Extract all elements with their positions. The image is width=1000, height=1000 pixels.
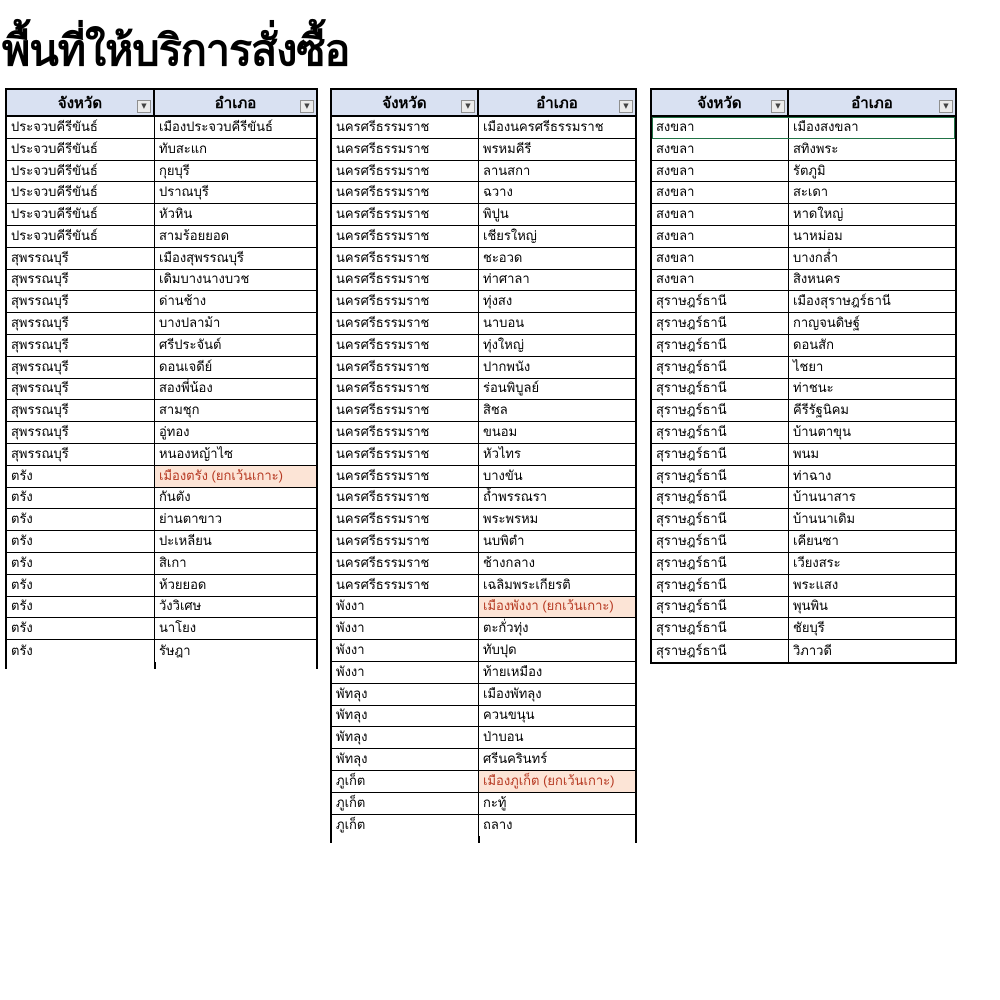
table-row bbox=[7, 182, 316, 204]
district-filter-button[interactable] bbox=[300, 100, 314, 113]
province-header-label: จังหวัด bbox=[382, 94, 427, 112]
province-cell[interactable]: นครศรีธรรมราช bbox=[332, 117, 479, 138]
province-cell[interactable]: สุราษฎร์ธานี bbox=[652, 597, 789, 618]
service-area-table-left bbox=[5, 88, 318, 662]
table-row bbox=[332, 793, 635, 815]
district-cell[interactable]: เฉลิมพระเกียรติ bbox=[483, 576, 571, 592]
district-cell[interactable]: สิงหนคร bbox=[793, 271, 841, 287]
table-row bbox=[332, 662, 635, 684]
province-cell[interactable]: สุพรรณบุรี bbox=[7, 291, 155, 312]
table-row bbox=[332, 422, 635, 444]
table-row bbox=[652, 161, 955, 183]
province-cell[interactable]: ตรัง bbox=[7, 575, 155, 596]
province-cell[interactable]: นครศรีธรรมราช bbox=[332, 335, 479, 356]
table-body bbox=[652, 117, 955, 662]
district-cell[interactable]: ปะเหลียน bbox=[159, 533, 212, 549]
province-cell[interactable]: สุพรรณบุรี bbox=[7, 444, 155, 465]
table-row bbox=[332, 488, 635, 510]
district-cell[interactable]: นาโยง bbox=[159, 620, 197, 636]
table-row bbox=[332, 379, 635, 401]
table-row bbox=[7, 531, 316, 553]
district-cell[interactable]: บ้านนาสาร bbox=[793, 489, 856, 505]
province-cell[interactable]: สงขลา bbox=[652, 117, 789, 138]
filter-dropdown-icon: ▼ bbox=[775, 102, 781, 110]
district-cell[interactable]: ปราณบุรี bbox=[159, 184, 209, 200]
table-row bbox=[332, 270, 635, 292]
table-row bbox=[652, 291, 955, 313]
district-header-cell[interactable] bbox=[479, 90, 635, 115]
service-area-table-right bbox=[650, 88, 957, 664]
province-cell[interactable]: สุราษฎร์ธานี bbox=[652, 335, 789, 356]
district-cell[interactable]: บางปลาม้า bbox=[159, 315, 221, 331]
district-header-label: อำเภอ bbox=[214, 94, 257, 112]
province-cell[interactable]: นครศรีธรรมราช bbox=[332, 139, 479, 160]
district-cell[interactable]: พระพรหม bbox=[483, 511, 539, 527]
page-title: พื้นที่ให้บริการสั่งซื้อ bbox=[2, 28, 350, 75]
province-cell[interactable]: สงขลา bbox=[652, 161, 789, 182]
table-row bbox=[332, 444, 635, 466]
table-row bbox=[332, 706, 635, 728]
table-row bbox=[652, 313, 955, 335]
district-cell[interactable]: เมืองสงขลา bbox=[793, 118, 859, 134]
district-cell[interactable]: เมืองสุราษฎร์ธานี bbox=[793, 293, 891, 309]
province-cell[interactable]: ประจวบคีรีขันธ์ bbox=[7, 204, 155, 225]
province-cell[interactable]: นครศรีธรรมราช bbox=[332, 226, 479, 247]
province-cell[interactable]: สุราษฎร์ธานี bbox=[652, 444, 789, 465]
district-cell[interactable]: พุนพิน bbox=[793, 598, 828, 614]
table-row bbox=[7, 291, 316, 313]
province-cell[interactable]: สุราษฎร์ธานี bbox=[652, 379, 789, 400]
province-cell[interactable]: ประจวบคีรีขันธ์ bbox=[7, 139, 155, 160]
district-cell[interactable]: ควนขนุน bbox=[483, 707, 535, 723]
table-row bbox=[7, 488, 316, 510]
province-cell[interactable]: นครศรีธรรมราช bbox=[332, 291, 479, 312]
table-row bbox=[332, 400, 635, 422]
district-cell[interactable]: ถลาง bbox=[483, 816, 513, 832]
district-cell[interactable]: ป่าบอน bbox=[483, 729, 524, 745]
table-row bbox=[332, 684, 635, 706]
province-cell[interactable]: สุราษฎร์ธานี bbox=[652, 575, 789, 596]
district-header-cell[interactable] bbox=[155, 90, 316, 115]
district-cell[interactable]: สองพี่น้อง bbox=[159, 380, 213, 396]
province-cell[interactable]: สุราษฎร์ธานี bbox=[652, 640, 789, 662]
province-cell[interactable]: นครศรีธรรมราช bbox=[332, 575, 479, 596]
district-cell[interactable]: ห้วยยอด bbox=[159, 576, 207, 592]
province-cell[interactable]: สงขลา bbox=[652, 270, 789, 291]
district-cell[interactable]: นาหม่อม bbox=[793, 227, 843, 243]
district-cell[interactable]: บางขัน bbox=[483, 467, 523, 483]
province-cell[interactable]: พัทลุง bbox=[332, 727, 479, 748]
district-cell[interactable]: รัษฎา bbox=[159, 642, 191, 658]
province-header-cell[interactable] bbox=[652, 90, 789, 115]
table-row bbox=[652, 357, 955, 379]
district-header-label: อำเภอ bbox=[851, 94, 893, 112]
district-cell[interactable]: ท้ายเหมือง bbox=[483, 663, 543, 679]
district-cell[interactable]: บ้านนาเดิม bbox=[793, 511, 856, 527]
table-row bbox=[332, 466, 635, 488]
filter-dropdown-icon: ▼ bbox=[304, 102, 310, 110]
province-cell[interactable]: สุพรรณบุรี bbox=[7, 357, 155, 378]
table-row bbox=[332, 509, 635, 531]
province-cell[interactable]: นครศรีธรรมราช bbox=[332, 553, 479, 574]
province-cell[interactable]: นครศรีธรรมราช bbox=[332, 248, 479, 269]
filter-dropdown-icon: ▼ bbox=[141, 102, 147, 110]
province-cell[interactable]: สุพรรณบุรี bbox=[7, 422, 155, 443]
table-row bbox=[652, 597, 955, 619]
province-cell[interactable]: นครศรีธรรมราช bbox=[332, 444, 479, 465]
district-cell[interactable]: นบพิตำ bbox=[483, 533, 525, 549]
province-cell[interactable]: นครศรีธรรมราช bbox=[332, 357, 479, 378]
district-cell[interactable]: หาดใหญ่ bbox=[793, 206, 844, 222]
district-cell[interactable]: หัวหิน bbox=[159, 206, 193, 222]
district-cell[interactable]: ถ้ำพรรณรา bbox=[483, 489, 548, 505]
province-cell[interactable]: พังงา bbox=[332, 597, 479, 618]
district-cell[interactable]: วิภาวดี bbox=[793, 642, 832, 658]
table-row bbox=[652, 400, 955, 422]
filter-dropdown-icon: ▼ bbox=[943, 102, 949, 110]
province-cell[interactable]: ภูเก็ต bbox=[332, 793, 479, 814]
table-row bbox=[652, 575, 955, 597]
district-cell[interactable]: ศรีนครินทร์ bbox=[483, 751, 548, 767]
district-cell[interactable]: นาบอน bbox=[483, 315, 525, 331]
province-cell[interactable]: นครศรีธรรมราช bbox=[332, 204, 479, 225]
table-row bbox=[7, 444, 316, 466]
province-cell[interactable]: พัทลุง bbox=[332, 684, 479, 705]
province-cell[interactable]: สงขลา bbox=[652, 248, 789, 269]
province-cell[interactable]: นครศรีธรรมราช bbox=[332, 466, 479, 487]
table-row bbox=[7, 400, 316, 422]
province-cell[interactable]: สุราษฎร์ธานี bbox=[652, 531, 789, 552]
province-cell[interactable]: พังงา bbox=[332, 640, 479, 661]
district-cell[interactable]: เมืองพังงา (ยกเว้นเกาะ) bbox=[479, 597, 635, 618]
district-cell[interactable]: ช้างกลาง bbox=[483, 554, 535, 570]
table-row bbox=[7, 357, 316, 379]
district-cell[interactable]: ท่าชนะ bbox=[793, 380, 834, 396]
province-cell[interactable]: สุราษฎร์ธานี bbox=[652, 488, 789, 509]
province-filter-button[interactable] bbox=[137, 100, 151, 113]
district-cell[interactable]: สามร้อยยอด bbox=[159, 227, 230, 243]
province-header-cell[interactable] bbox=[7, 90, 155, 115]
service-area-table-middle bbox=[330, 88, 637, 836]
table-row bbox=[652, 226, 955, 248]
district-cell[interactable]: ฉวาง bbox=[483, 184, 513, 200]
table-row bbox=[652, 618, 955, 640]
province-header-label: จังหวัด bbox=[697, 94, 742, 112]
district-cell[interactable]: ทับสะแก bbox=[159, 140, 207, 156]
table-header-row bbox=[332, 90, 635, 117]
district-cell[interactable]: หัวไทร bbox=[483, 445, 521, 461]
district-cell[interactable]: ด่านช้าง bbox=[159, 293, 207, 309]
district-cell[interactable]: รัตภูมิ bbox=[793, 162, 826, 178]
district-cell[interactable]: เวียงสระ bbox=[793, 554, 841, 570]
district-cell[interactable]: ทับปุด bbox=[483, 642, 517, 658]
district-cell[interactable]: หนองหญ้าไซ bbox=[159, 445, 233, 461]
table-row bbox=[7, 270, 316, 292]
district-cell[interactable]: กาญจนดิษฐ์ bbox=[793, 315, 860, 331]
district-cell[interactable]: บางกล่ำ bbox=[793, 249, 839, 265]
province-cell[interactable]: นครศรีธรรมราช bbox=[332, 379, 479, 400]
province-cell[interactable]: นครศรีธรรมราช bbox=[332, 313, 479, 334]
province-cell[interactable]: สงขลา bbox=[652, 226, 789, 247]
province-cell[interactable]: นครศรีธรรมราช bbox=[332, 270, 479, 291]
district-cell[interactable]: ร่อนพิบูลย์ bbox=[483, 380, 540, 396]
province-cell[interactable]: สุพรรณบุรี bbox=[7, 400, 155, 421]
province-cell[interactable]: สุพรรณบุรี bbox=[7, 379, 155, 400]
province-cell[interactable]: ประจวบคีรีขันธ์ bbox=[7, 117, 155, 138]
district-cell[interactable]: กะทู้ bbox=[483, 794, 507, 810]
district-cell[interactable]: อู่ทอง bbox=[159, 424, 190, 440]
table-row bbox=[332, 618, 635, 640]
border-stub bbox=[330, 836, 332, 843]
table-body bbox=[7, 117, 316, 662]
table-row bbox=[332, 553, 635, 575]
district-cell[interactable]: ดอนสัก bbox=[793, 336, 834, 352]
table-row bbox=[332, 313, 635, 335]
table-row bbox=[652, 509, 955, 531]
table-row bbox=[332, 815, 635, 837]
table-row bbox=[7, 139, 316, 161]
table-row bbox=[652, 270, 955, 292]
province-filter-button[interactable] bbox=[461, 100, 475, 113]
district-cell[interactable]: ศรีประจันต์ bbox=[159, 336, 222, 352]
table-row bbox=[332, 597, 635, 619]
table-row bbox=[652, 444, 955, 466]
district-cell[interactable]: พิปูน bbox=[483, 206, 509, 222]
table-row bbox=[332, 531, 635, 553]
province-cell[interactable]: สุพรรณบุรี bbox=[7, 270, 155, 291]
province-cell[interactable]: สุราษฎร์ธานี bbox=[652, 313, 789, 334]
table-row bbox=[652, 466, 955, 488]
district-cell[interactable]: เมืองสุพรรณบุรี bbox=[159, 249, 244, 265]
table-row bbox=[652, 117, 955, 139]
district-cell[interactable]: ขนอม bbox=[483, 424, 518, 440]
province-filter-button[interactable] bbox=[771, 100, 785, 113]
table-row bbox=[332, 335, 635, 357]
province-cell[interactable]: นครศรีธรรมราช bbox=[332, 400, 479, 421]
province-cell[interactable]: ภูเก็ต bbox=[332, 815, 479, 837]
province-cell[interactable]: สุราษฎร์ธานี bbox=[652, 291, 789, 312]
table-row bbox=[7, 117, 316, 139]
filter-dropdown-icon: ▼ bbox=[623, 102, 629, 110]
district-cell[interactable]: ชัยบุรี bbox=[793, 620, 825, 636]
district-cell[interactable]: เมืองประจวบคีรีขันธ์ bbox=[159, 118, 273, 134]
table-row bbox=[652, 553, 955, 575]
border-stub bbox=[5, 662, 7, 669]
table-row bbox=[652, 640, 955, 662]
table-row bbox=[7, 248, 316, 270]
table-row bbox=[332, 357, 635, 379]
province-cell[interactable]: ตรัง bbox=[7, 618, 155, 639]
province-cell[interactable]: สุพรรณบุรี bbox=[7, 313, 155, 334]
district-cell[interactable]: เชียรใหญ่ bbox=[483, 227, 537, 243]
district-cell[interactable]: ย่านตาขาว bbox=[159, 511, 223, 527]
table-row bbox=[332, 575, 635, 597]
table-row bbox=[7, 509, 316, 531]
district-cell[interactable]: กุยบุรี bbox=[159, 162, 190, 178]
table-row bbox=[332, 640, 635, 662]
table-row bbox=[7, 313, 316, 335]
table-row bbox=[7, 204, 316, 226]
province-cell[interactable]: ภูเก็ต bbox=[332, 771, 479, 792]
table-row bbox=[332, 182, 635, 204]
province-cell[interactable]: สงขลา bbox=[652, 182, 789, 203]
table-row bbox=[7, 379, 316, 401]
district-cell[interactable]: คีรีรัฐนิคม bbox=[793, 402, 849, 418]
district-cell[interactable]: เดิมบางนางบวช bbox=[159, 271, 250, 287]
district-cell[interactable]: ปากพนัง bbox=[483, 358, 531, 374]
province-cell[interactable]: สุราษฎร์ธานี bbox=[652, 357, 789, 378]
district-cell[interactable]: ทุ่งใหญ่ bbox=[483, 336, 524, 352]
province-cell[interactable]: ประจวบคีรีขันธ์ bbox=[7, 161, 155, 182]
province-cell[interactable]: สงขลา bbox=[652, 139, 789, 160]
province-cell[interactable]: พังงา bbox=[332, 618, 479, 639]
district-cell[interactable]: ตะกั่วทุ่ง bbox=[483, 620, 529, 636]
province-cell[interactable]: พังงา bbox=[332, 662, 479, 683]
province-cell[interactable]: นครศรีธรรมราช bbox=[332, 509, 479, 530]
table-row bbox=[652, 422, 955, 444]
province-cell[interactable]: สุราษฎร์ธานี bbox=[652, 466, 789, 487]
province-cell[interactable]: นครศรีธรรมราช bbox=[332, 422, 479, 443]
district-cell[interactable]: เมืองภูเก็ต (ยกเว้นเกาะ) bbox=[479, 771, 635, 792]
province-cell[interactable]: ประจวบคีรีขันธ์ bbox=[7, 182, 155, 203]
province-cell[interactable]: ตรัง bbox=[7, 466, 155, 487]
table-row bbox=[7, 335, 316, 357]
table-row bbox=[7, 618, 316, 640]
district-cell[interactable]: สิชล bbox=[483, 402, 508, 418]
district-header-label: อำเภอ bbox=[536, 94, 578, 112]
province-cell[interactable]: นครศรีธรรมราช bbox=[332, 488, 479, 509]
province-header-cell[interactable] bbox=[332, 90, 479, 115]
table-row bbox=[652, 488, 955, 510]
table-row bbox=[332, 226, 635, 248]
table-row bbox=[652, 204, 955, 226]
province-cell[interactable]: สุพรรณบุรี bbox=[7, 335, 155, 356]
table-row bbox=[7, 226, 316, 248]
district-cell[interactable]: สามชุก bbox=[159, 402, 200, 418]
district-cell[interactable]: ดอนเจดีย์ bbox=[159, 358, 213, 374]
district-cell[interactable]: เมืองนครศรีธรรมราช bbox=[483, 118, 604, 134]
district-cell[interactable]: ไชยา bbox=[793, 358, 824, 374]
border-stub bbox=[635, 836, 637, 843]
province-cell[interactable]: นครศรีธรรมราช bbox=[332, 531, 479, 552]
province-header-label: จังหวัด bbox=[57, 94, 103, 112]
province-cell[interactable]: ตรัง bbox=[7, 531, 155, 552]
table-row bbox=[7, 575, 316, 597]
table-row bbox=[652, 335, 955, 357]
filter-dropdown-icon: ▼ bbox=[465, 102, 471, 110]
province-cell[interactable]: สุราษฎร์ธานี bbox=[652, 553, 789, 574]
province-cell[interactable]: ตรัง bbox=[7, 640, 155, 662]
table-row bbox=[7, 422, 316, 444]
table-row bbox=[7, 597, 316, 619]
province-cell[interactable]: ตรัง bbox=[7, 553, 155, 574]
table-row bbox=[652, 531, 955, 553]
border-stub bbox=[478, 836, 480, 843]
table-row bbox=[332, 727, 635, 749]
table-row bbox=[332, 248, 635, 270]
province-cell[interactable]: ประจวบคีรีขันธ์ bbox=[7, 226, 155, 247]
district-cell[interactable]: เคียนซา bbox=[793, 533, 839, 549]
table-row bbox=[332, 291, 635, 313]
province-cell[interactable]: สุราษฎร์ธานี bbox=[652, 618, 789, 639]
district-header-cell[interactable] bbox=[789, 90, 955, 115]
province-cell[interactable]: ตรัง bbox=[7, 597, 155, 618]
district-cell[interactable]: กันตัง bbox=[159, 489, 191, 505]
province-cell[interactable]: สุราษฎร์ธานี bbox=[652, 400, 789, 421]
table-row bbox=[7, 640, 316, 662]
province-cell[interactable]: นครศรีธรรมราช bbox=[332, 161, 479, 182]
table-row bbox=[332, 139, 635, 161]
district-cell[interactable]: สิเกา bbox=[159, 554, 187, 570]
province-cell[interactable]: ตรัง bbox=[7, 509, 155, 530]
table-row bbox=[332, 771, 635, 793]
district-filter-button[interactable] bbox=[619, 100, 633, 113]
table-header-row bbox=[652, 90, 955, 117]
table-body bbox=[332, 117, 635, 836]
table-row bbox=[652, 182, 955, 204]
province-cell[interactable]: นครศรีธรรมราช bbox=[332, 182, 479, 203]
table-row bbox=[332, 117, 635, 139]
district-cell[interactable]: พรหมคีรี bbox=[483, 140, 532, 156]
border-stub bbox=[154, 662, 156, 669]
province-cell[interactable]: สุราษฎร์ธานี bbox=[652, 509, 789, 530]
district-cell[interactable]: พระแสง bbox=[793, 576, 839, 592]
province-cell[interactable]: สุพรรณบุรี bbox=[7, 248, 155, 269]
table-row bbox=[332, 204, 635, 226]
district-cell[interactable]: เมืองพัทลุง bbox=[483, 685, 542, 701]
table-row bbox=[332, 161, 635, 183]
district-cell[interactable]: ลานสกา bbox=[483, 162, 531, 178]
district-cell[interactable]: ท่าศาลา bbox=[483, 271, 530, 287]
province-cell[interactable]: สุราษฎร์ธานี bbox=[652, 422, 789, 443]
district-cell[interactable]: ท่าฉาง bbox=[793, 467, 832, 483]
district-cell[interactable]: สะเดา bbox=[793, 184, 829, 200]
table-row bbox=[652, 379, 955, 401]
district-cell[interactable]: วังวิเศษ bbox=[159, 598, 202, 614]
district-cell[interactable]: สทิงพระ bbox=[793, 140, 839, 156]
table-row bbox=[652, 248, 955, 270]
district-cell[interactable]: เมืองตรัง (ยกเว้นเกาะ) bbox=[155, 466, 316, 487]
district-cell[interactable]: พนม bbox=[793, 445, 820, 461]
province-cell[interactable]: พัทลุง bbox=[332, 749, 479, 770]
province-cell[interactable]: พัทลุง bbox=[332, 706, 479, 727]
table-row bbox=[7, 466, 316, 488]
district-cell[interactable]: ทุ่งสง bbox=[483, 293, 513, 309]
table-header-row bbox=[7, 90, 316, 117]
table-row bbox=[7, 161, 316, 183]
border-stub bbox=[316, 662, 318, 669]
province-cell[interactable]: สงขลา bbox=[652, 204, 789, 225]
province-cell[interactable]: ตรัง bbox=[7, 488, 155, 509]
table-row bbox=[332, 749, 635, 771]
table-row bbox=[652, 139, 955, 161]
district-cell[interactable]: บ้านตาขุน bbox=[793, 424, 851, 440]
table-row bbox=[7, 553, 316, 575]
district-cell[interactable]: ชะอวด bbox=[483, 249, 523, 265]
district-filter-button[interactable] bbox=[939, 100, 953, 113]
